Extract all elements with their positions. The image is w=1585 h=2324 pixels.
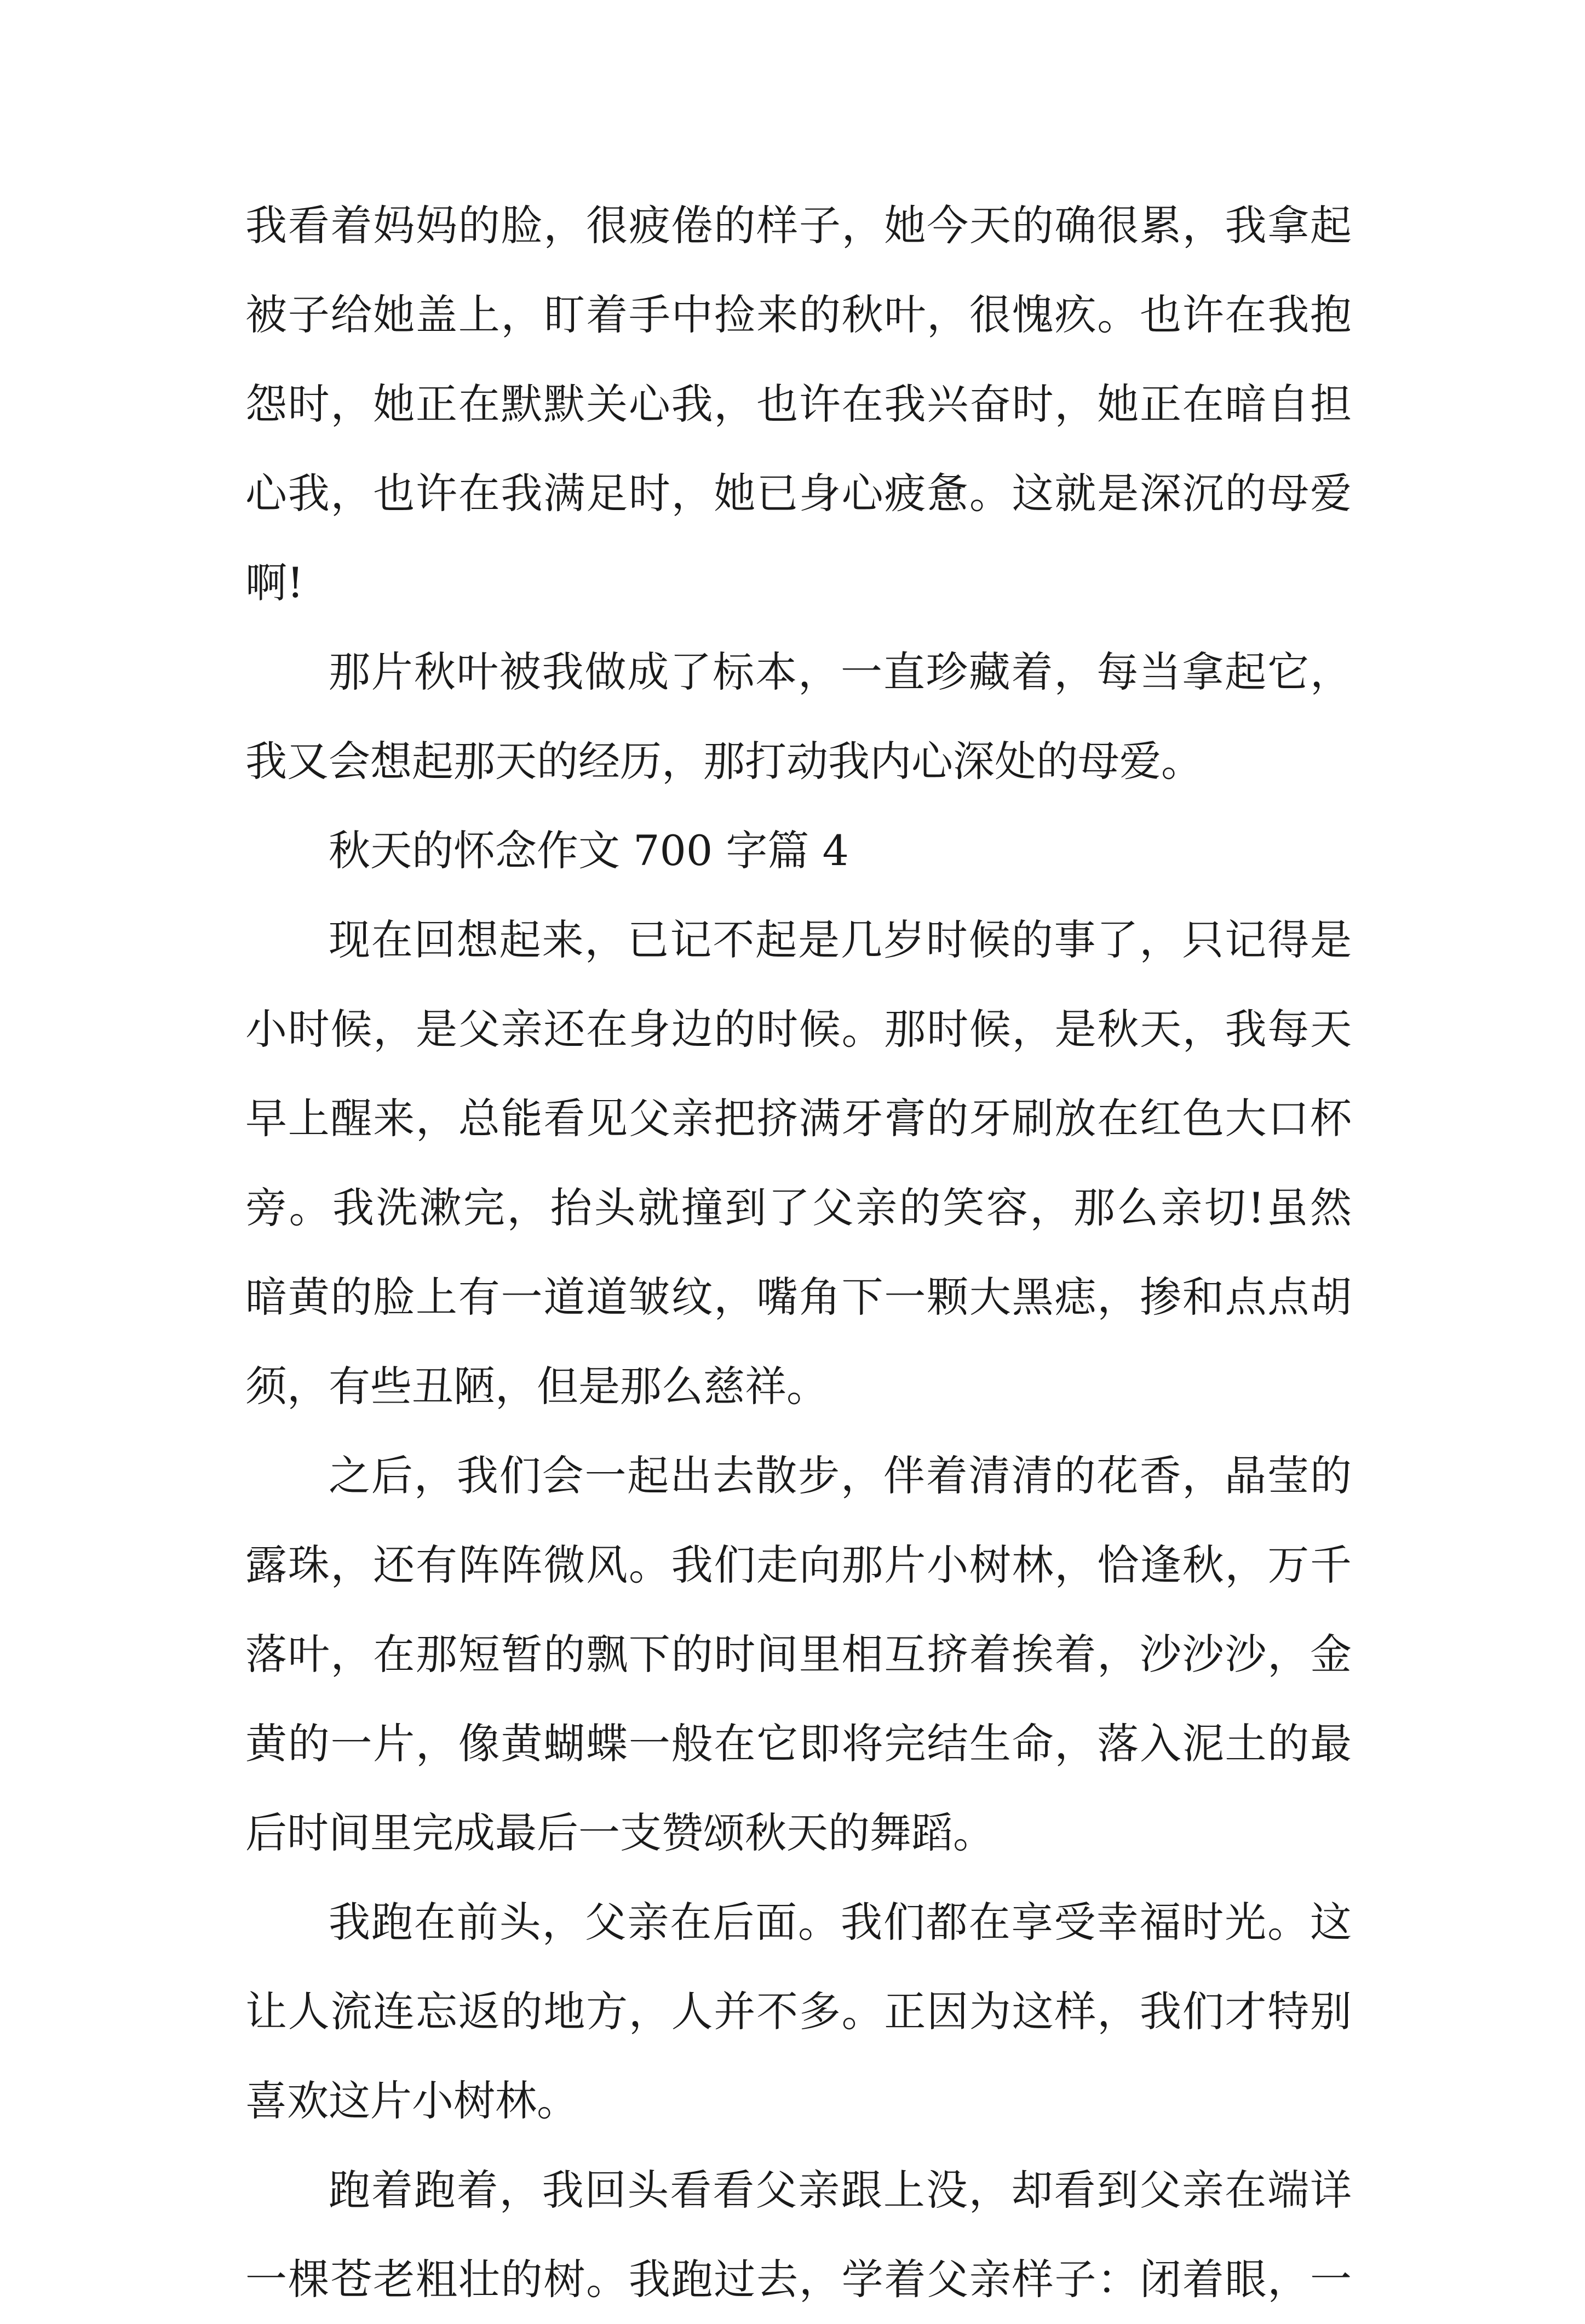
text-line: 喜欢这片小树林。	[245, 2076, 578, 2125]
text-line: 早上醒来，总能看见父亲把挤满牙膏的牙刷放在红色大口杯	[245, 1094, 1352, 1143]
text-line: 一棵苍老粗壮的树。我跑过去，学着父亲样子：闭着眼，一	[245, 2255, 1352, 2304]
text-line: 旁。我洗漱完，抬头就撞到了父亲的笑容，那么亲切!虽然	[245, 1183, 1352, 1232]
text-line: 我又会想起那天的经历，那打动我内心深处的母爱。	[245, 737, 1203, 786]
text-line: 我跑在前头，父亲在后面。我们都在享受幸福时光。这	[329, 1898, 1352, 1947]
text-line: 让人流连忘返的地方，人并不多。正因为这样，我们才特别	[245, 1987, 1352, 2036]
text-line: 怨时，她正在默默关心我，也许在我兴奋时，她正在暗自担	[245, 380, 1352, 428]
text-line: 啊!	[245, 558, 304, 607]
text-line: 落叶，在那短暂的飘下的时间里相互挤着挨着，沙沙沙，金	[245, 1630, 1352, 1679]
text-line: 被子给她盖上，盯着手中捡来的秋叶，很愧疚。也许在我抱	[245, 290, 1352, 339]
text-line: 暗黄的脸上有一道道皱纹，嘴角下一颗大黑痣，掺和点点胡	[245, 1273, 1352, 1321]
text-line: 跑着跑着，我回头看看父亲跟上没，却看到父亲在端详	[329, 2166, 1352, 2214]
text-line: 我看着妈妈的脸，很疲倦的样子，她今天的确很累，我拿起	[245, 201, 1352, 250]
text-line: 秋天的怀念作文 700 字篇 4	[329, 826, 849, 875]
text-line: 黄的一片，像黄蝴蝶一般在它即将完结生命，落入泥土的最	[245, 1719, 1352, 1768]
text-line: 须，有些丑陋，但是那么慈祥。	[245, 1362, 828, 1411]
text-line: 小时候，是父亲还在身边的时候。那时候，是秋天，我每天	[245, 1005, 1352, 1054]
text-line: 后时间里完成最后一支赞颂秋天的舞蹈。	[245, 1808, 995, 1857]
text-line: 之后，我们会一起出去散步，伴着清清的花香，晶莹的	[329, 1451, 1352, 1500]
text-line: 心我，也许在我满足时，她已身心疲惫。这就是深沉的母爱	[245, 469, 1352, 518]
document-body	[245, 181, 1352, 2324]
text-line: 那片秋叶被我做成了标本，一直珍藏着，每当拿起它，	[329, 648, 1352, 696]
text-line: 露珠，还有阵阵微风。我们走向那片小树林，恰逢秋，万千	[245, 1541, 1352, 1589]
text-line: 现在回想起来，已记不起是几岁时候的事了，只记得是	[329, 915, 1352, 964]
